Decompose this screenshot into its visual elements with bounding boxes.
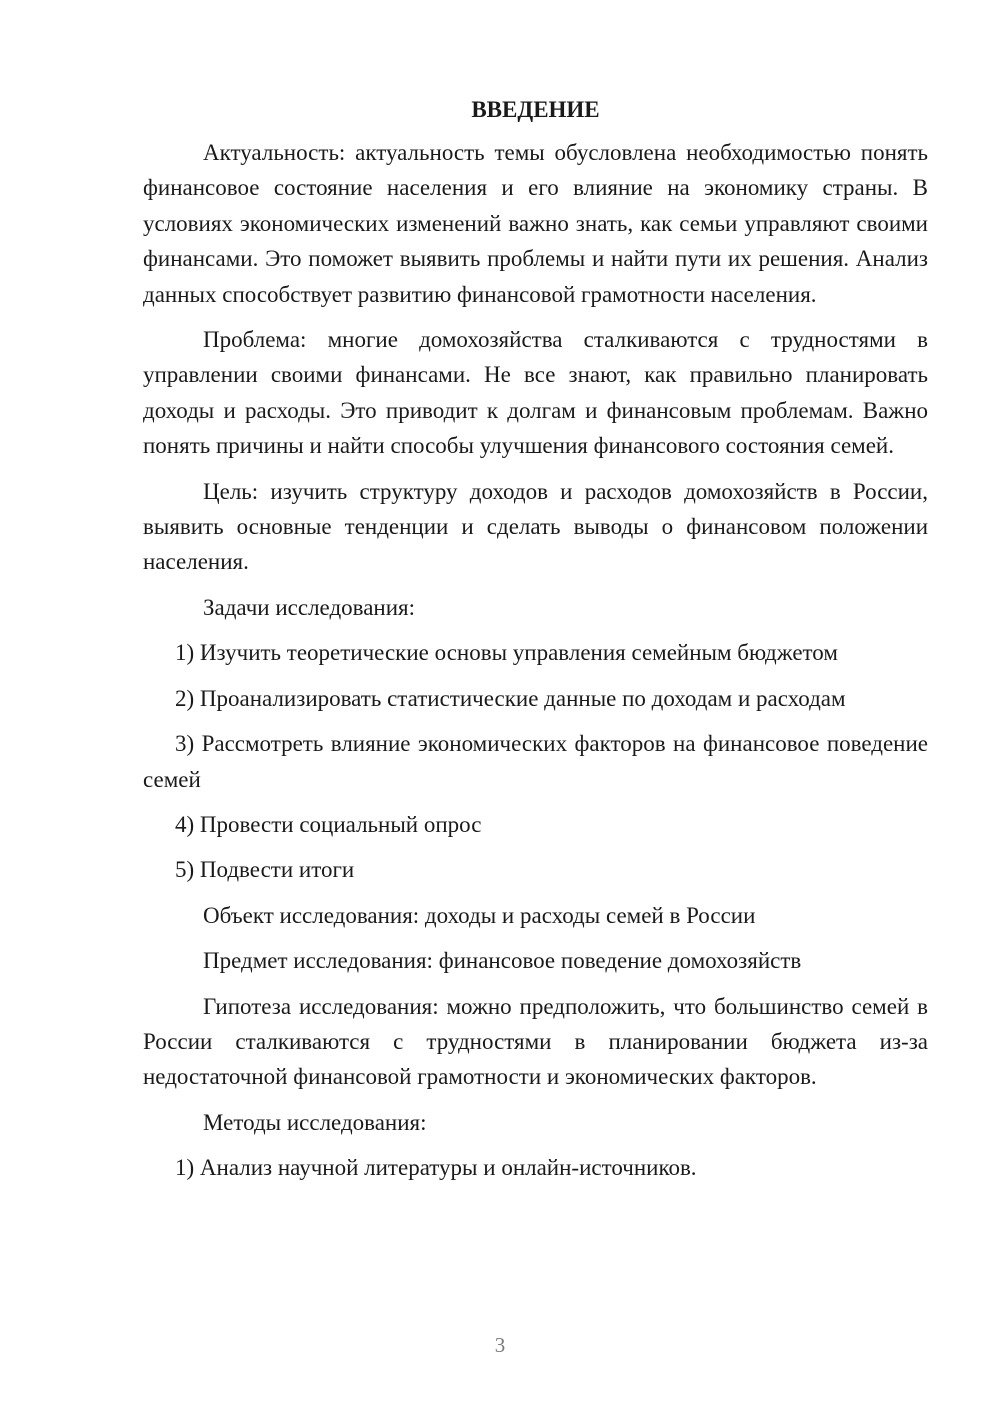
task-item-2: 2) Проанализировать статистические данные по доходам и расходам [175, 685, 846, 711]
object-paragraph: Объект исследования: доходы и расходы семей в России [203, 902, 756, 928]
task-item-5: 5) Подвести итоги [175, 857, 355, 883]
problem-paragraph: Проблема: многие домохозяйства сталкиваются с трудностями в управлении своими финансами. Не все знают, как правильно планировать доходы и расходы. Это приводит к долгам и финансовым проблемам. Важно понять причины и найти способы улучшения финансового состояния семей. [143, 327, 928, 459]
task-item-4: 4) Провести социальный опрос [175, 811, 482, 837]
relevance-paragraph: Актуальность: актуальность темы обусловлена необходимостью понять финансовое состояние населения и его влияние на экономику страны. В условиях экономических изменений важно знать, как семьи управляют своими финансами. Это поможет выявить проблемы и найти пути их решения. Анализ данных способствует развитию финансовой грамотности населения. [143, 140, 928, 307]
hypothesis-paragraph: Гипотеза исследования: можно предположить, что большинство семей в России сталкиваются с трудностями в планировании бюджета из-за недостаточной финансовой грамотности и экономических факторов. [143, 993, 928, 1090]
task-item-1: 1) Изучить теоретические основы управления семейным бюджетом [175, 640, 838, 666]
goal-paragraph: Цель: изучить структуру доходов и расходов домохозяйств в России, выявить основные тенденции и сделать выводы о финансовом положении населения. [143, 478, 928, 575]
subject-paragraph: Предмет исследования: финансовое поведение домохозяйств [203, 948, 802, 974]
tasks-heading: Задачи исследования: [203, 594, 416, 620]
task-item-3: 3) Рассмотреть влияние экономических факторов на финансовое поведение семей [143, 731, 928, 792]
page-title: ВВЕДЕНИЕ [471, 97, 600, 122]
page-number: 3 [494, 1333, 506, 1357]
document-page [143, 92, 928, 1196]
method-item-1: 1) Анализ научной литературы и онлайн-источников. [175, 1155, 697, 1181]
methods-heading: Методы исследования: [203, 1109, 427, 1135]
